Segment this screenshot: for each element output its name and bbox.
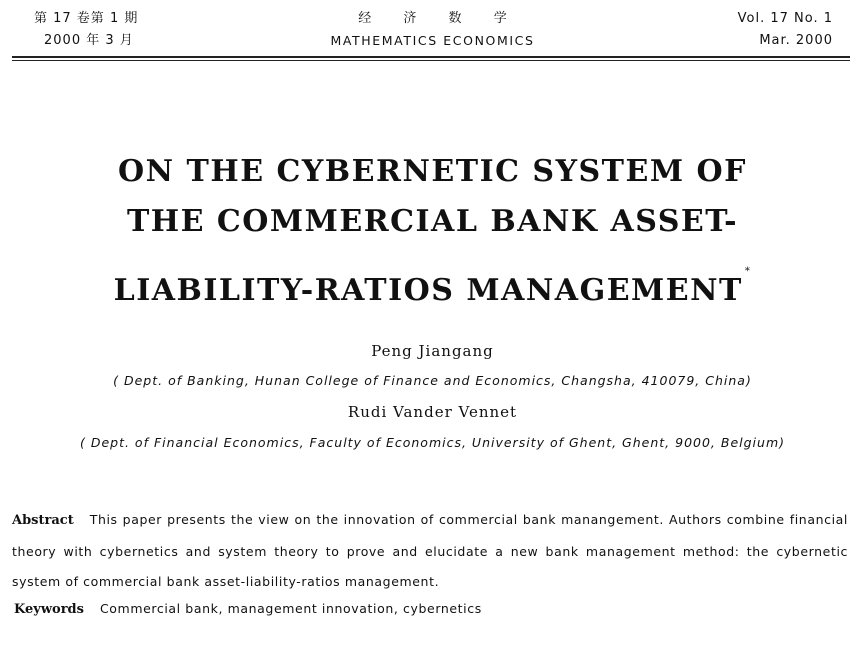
volume-en: Vol. 17 No. 1 bbox=[737, 11, 833, 26]
keywords-label: Keywords bbox=[14, 602, 84, 617]
title-footnote-mark: * bbox=[744, 266, 752, 277]
author-1-name: Peng Jiangang bbox=[371, 342, 494, 360]
header-rule-thick bbox=[12, 56, 850, 58]
journal-name-cn: 经 济 数 学 bbox=[358, 11, 521, 26]
header-rule-thin bbox=[12, 60, 850, 61]
date-en: Mar. 2000 bbox=[759, 33, 833, 48]
abstract bbox=[12, 505, 848, 598]
title-line-1: ON THE CYBERNETIC SYSTEM OF bbox=[118, 154, 747, 189]
paper-title bbox=[0, 147, 865, 316]
author-1-affiliation: ( Dept. of Banking, Hunan College of Finance and Economics, Changsha, 410079, China) bbox=[113, 373, 752, 388]
page-header bbox=[0, 8, 865, 58]
title-line-3 bbox=[0, 247, 865, 316]
header-center bbox=[0, 8, 865, 52]
title-line-2: THE COMMERCIAL BANK ASSET- bbox=[126, 204, 739, 239]
keywords-text: Commercial bank, management innovation, cybernetics bbox=[99, 601, 482, 616]
volume-cn: 第 17 卷第 1 期 bbox=[34, 11, 139, 26]
abstract-text: This paper presents the view on the innovation of commercial bank manangement. Authors combine financial theory with cybernetics and system theory to prove and elucidate a new bank management method: the cybernetic system of commercial bank asset-liability-ratios management. bbox=[12, 512, 848, 589]
date-cn: 2000 年 3 月 bbox=[44, 33, 134, 48]
header-right bbox=[738, 8, 833, 52]
author-2-name: Rudi Vander Vennet bbox=[347, 403, 518, 421]
keywords bbox=[14, 597, 850, 622]
abstract-label: Abstract bbox=[12, 513, 74, 528]
title-line-3-text: LIABILITY-RATIOS MANAGEMENT bbox=[113, 273, 743, 308]
journal-name-en: MATHEMATICS ECONOMICS bbox=[330, 33, 535, 48]
author-2-affiliation: ( Dept. of Financial Economics, Faculty of Economics, University of Ghent, Ghent, 9000, Belgium) bbox=[79, 435, 785, 450]
